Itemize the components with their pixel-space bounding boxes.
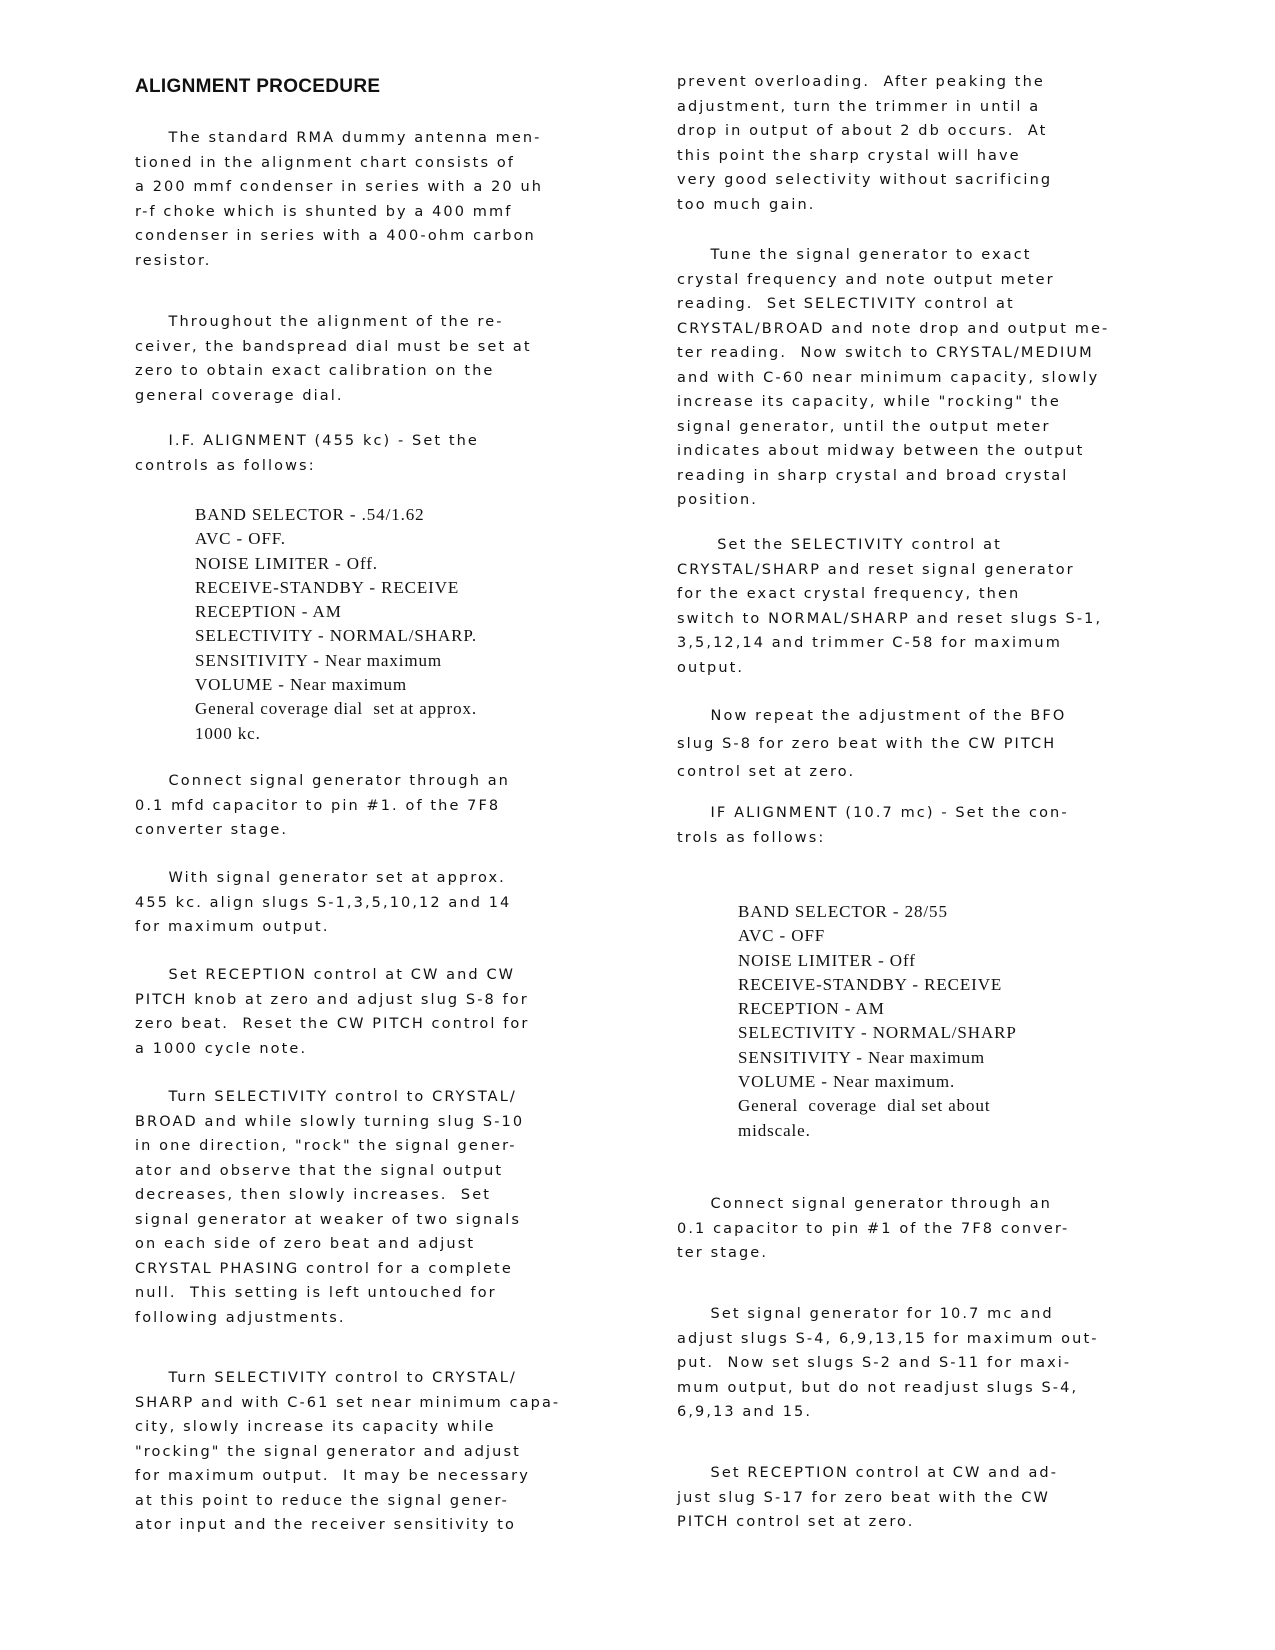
paragraph-dummy-antenna: The standard RMA dummy antenna men- tioned in the alignment chart consists of a 200 mmf condenser in series with a 20 uh r-f choke which is shunted by a 400 mmf condenser in series with a 400-ohm carbon resistor. xyxy=(135,130,544,269)
control-settings-list-455: BAND SELECTOR - .54/1.62 AVC - OFF. NOISE LIMITER - Off. RECEIVE-STANDBY - RECEIVE RECEPTION - AM SELECTIVITY - NORMAL/SHARP. SENSITIVITY - Near maximum VOLUME - Near maximum General coverage dial set at approx. 1000 kc. xyxy=(195,505,478,743)
paragraph-connect-generator-10-7: Connect signal generator through an 0.1 capacitor to pin #1 of the 7F8 conver- ter stage. xyxy=(677,1196,1070,1261)
paragraph-if-alignment-10-7: IF ALIGNMENT (10.7 mc) - Set the con- trols as follows: xyxy=(677,805,1069,846)
paragraph-reception-cw-s17: Set RECEPTION control at CW and ad- just slug S-17 for zero beat with the CW PITCH control set at zero. xyxy=(677,1465,1059,1530)
paragraph-crystal-broad: Turn SELECTIVITY control to CRYSTAL/ BROAD and while slowly turning slug S-10 in one direction, "rock" the signal gener- ator and observe that the signal output decreases, then slowly increases. Set signal generator at weaker of two signals on each side of zero beat and adjust CRYSTAL PHASING control for a complete null. This setting is left untouched for following adjustments. xyxy=(135,1089,525,1326)
paragraph-reception-cw: Set RECEPTION control at CW and CW PITCH knob at zero and adjust slug S-8 for zero beat. Reset the CW PITCH control for a 1000 cycle note. xyxy=(135,967,530,1057)
paragraph-connect-generator: Connect signal generator through an 0.1 mfd capacitor to pin #1. of the 7F8 converter stage. xyxy=(135,773,510,838)
control-settings-list-10-7: BAND SELECTOR - 28/55 AVC - OFF NOISE LIMITER - Off RECEIVE-STANDBY - RECEIVE RECEPTION - AM SELECTIVITY - NORMAL/SHARP SENSITIVITY - Near maximum VOLUME - Near maximum. General coverage dial set about midscale. xyxy=(738,902,1017,1140)
section-heading: ALIGNMENT PROCEDURE xyxy=(135,76,381,97)
paragraph-bfo: Now repeat the adjustment of the BFO slug S-8 for zero beat with the CW PITCH control set at zero. xyxy=(677,708,1067,780)
paragraph-tune-generator: Tune the signal generator to exact crystal frequency and note output meter reading. Set SELECTIVITY control at CRYSTAL/BROAD and note drop and output me- ter reading. Now switch to CRYSTAL/MEDIUM and with C-60 near minimum capacity, slowly increase its capacity, while "rocking" the signal generator, until the output meter indicates about midway between the output reading in sharp crystal and broad crystal position. xyxy=(677,247,1110,508)
paragraph-align-slugs: With signal generator set at approx. 455 kc. align slugs S-1,3,5,10,12 and 14 for maximum output. xyxy=(135,870,512,935)
paragraph-set-selectivity: Set the SELECTIVITY control at CRYSTAL/SHARP and reset signal generator for the exact crystal frequency, then switch to NORMAL/SHARP and reset slugs S-1, 3,5,12,14 and trimmer C-58 for maximum output. xyxy=(677,537,1103,676)
paragraph-prevent-overloading: prevent overloading. After peaking the adjustment, turn the trimmer in until a drop in output of about 2 db occurs. At this point the sharp crystal will have very good selectivity without sacrificing too much gain. xyxy=(677,74,1053,213)
paragraph-if-alignment-455: I.F. ALIGNMENT (455 kc) - Set the controls as follows: xyxy=(135,433,479,474)
paragraph-set-10-7-mc: Set signal generator for 10.7 mc and adjust slugs S-4, 6,9,13,15 for maximum out- put. Now set slugs S-2 and S-11 for maxi- mum output, but do not readjust slugs S-4, 6,9,13 and 15. xyxy=(677,1306,1099,1420)
paragraph-bandspread: Throughout the alignment of the re- ceiver, the bandspread dial must be set at zero to obtain exact calibration on the general coverage dial. xyxy=(135,314,532,404)
paragraph-crystal-sharp: Turn SELECTIVITY control to CRYSTAL/ SHARP and with C-61 set near minimum capa- city, slowly increase its capacity while "rocking" the signal generator and adjust for maximum output. It may be necessary at this point to reduce the signal gener- ator input and the receiver sensitivity to xyxy=(135,1370,561,1533)
